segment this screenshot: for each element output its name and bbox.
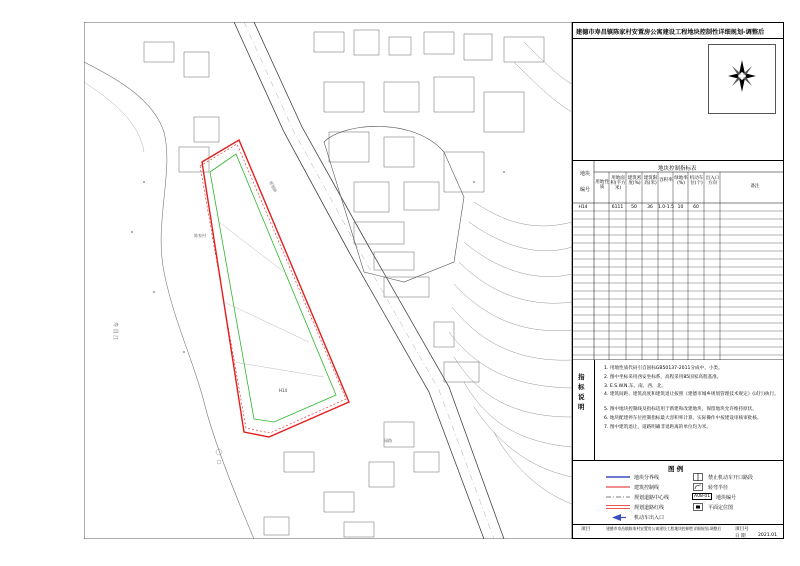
vehicle-entrance-icon: [612, 514, 626, 521]
col-header-3: 建筑限高(米): [643, 176, 658, 186]
note-7: 7. 图中建筑退让，道路明确非退距离的单位均为米。: [604, 425, 711, 430]
legend-label-4: 规划道路中心线: [634, 495, 670, 501]
planning-map: [84, 22, 572, 539]
map-label-road-1: 园路: [384, 438, 392, 443]
title-block-date: 2021.01: [758, 533, 777, 538]
building-control-line-icon: [606, 484, 630, 490]
legend-label-6: 规划道路红线: [634, 505, 665, 511]
road-redline-icon: [606, 504, 630, 510]
legend-label-5: 地块编号: [716, 495, 737, 501]
location-map-sketch: [578, 44, 702, 114]
row-cell-2: 50: [631, 205, 637, 210]
row-cell-3: 36: [647, 205, 653, 210]
no-entry-segment-icon: [693, 473, 703, 481]
map-label-parcel: H14: [279, 388, 288, 393]
map-label-river: 寿 昌 江: [112, 322, 118, 341]
legend-heading: 图 例: [668, 465, 684, 473]
note-6: 6. 地块配建停车位控制指标最大容积率计算，实际操作中按建设审核审批核。: [604, 416, 762, 421]
notes-label: 指标说明: [578, 373, 585, 411]
col-header-8: 备注: [750, 184, 760, 189]
col-header-7: 出入口方向: [705, 176, 720, 186]
row-cell-6: 60: [693, 205, 699, 210]
boundary-line-icon: [606, 474, 630, 480]
road-centerline-icon: [606, 494, 630, 500]
sheet-title: 建德市寿昌镇陈家村安置房公寓建设工程地块控制性详细规划-调整后: [576, 29, 765, 36]
title-block-date-label: 日 期: [735, 534, 746, 539]
legend-label-0: 地块分界线: [634, 475, 660, 481]
row-cell-5: 10: [677, 205, 684, 210]
map-label-village: 陈家村: [194, 233, 206, 238]
title-block-drawing-no-label: 项目号: [735, 527, 749, 532]
col-header-5: 绿地率(%): [674, 176, 688, 186]
note-3: 3. E.S.W.N.东、南、西、北。: [604, 384, 666, 389]
location-map-icon: [693, 503, 703, 511]
north-arrow-icon: [726, 58, 758, 94]
parcel-code-icon: A08-01: [694, 494, 711, 499]
map-label-road: 规划路: [268, 180, 279, 194]
col-header-6: 机动车位(个): [689, 176, 704, 186]
col-header-1: 用地面积(平方米): [610, 176, 626, 191]
note-5: 5. 图中地块控制线及指标适用于新建和改建地块，保留地块允许维持原状。: [604, 407, 757, 412]
legend-label-7: 平面定位图: [708, 505, 734, 511]
legend-label-8: 机动车出入口: [634, 515, 665, 521]
col-header-0: 用地性质: [595, 180, 609, 190]
col-header-2: 建筑密度(%): [627, 176, 642, 186]
title-block-project-name: 建德市寿昌镇陈家村安置房公寓建设工程地块控制性详细规划-调整后: [606, 526, 722, 531]
col-header-4: 容积率: [659, 178, 673, 183]
row-cell-0: H14: [578, 205, 588, 210]
legend-label-2: 建筑控制线: [634, 485, 660, 491]
index-table-heading: 地块控制指标表: [658, 166, 697, 172]
note-2: 2. 图中坐标采用西安坐标系，高程采用85国家高程基准。: [604, 375, 722, 380]
note-4: 4. 建筑间距、建筑高度和建筑退让按照《建德市城乡规划管理技术规定》(试行)执行。: [604, 392, 779, 397]
turn-radius-icon: [693, 483, 703, 491]
index-table-grid: [572, 160, 784, 360]
note-1: 1. 用地性质代码引自国标GB50137-2011分成中、小类。: [604, 366, 723, 371]
legend-label-3: 转弯半径: [708, 485, 729, 491]
title-block-project-label: 项目: [581, 527, 591, 532]
index-table-header-b: 编号: [580, 187, 591, 193]
row-cell-1: 6111: [611, 205, 624, 210]
index-table-header-a: 地块: [580, 171, 591, 177]
legend-label-1: 禁止机动车开口路段: [708, 475, 754, 481]
row-cell-4: 1.0-1.5: [658, 205, 674, 210]
